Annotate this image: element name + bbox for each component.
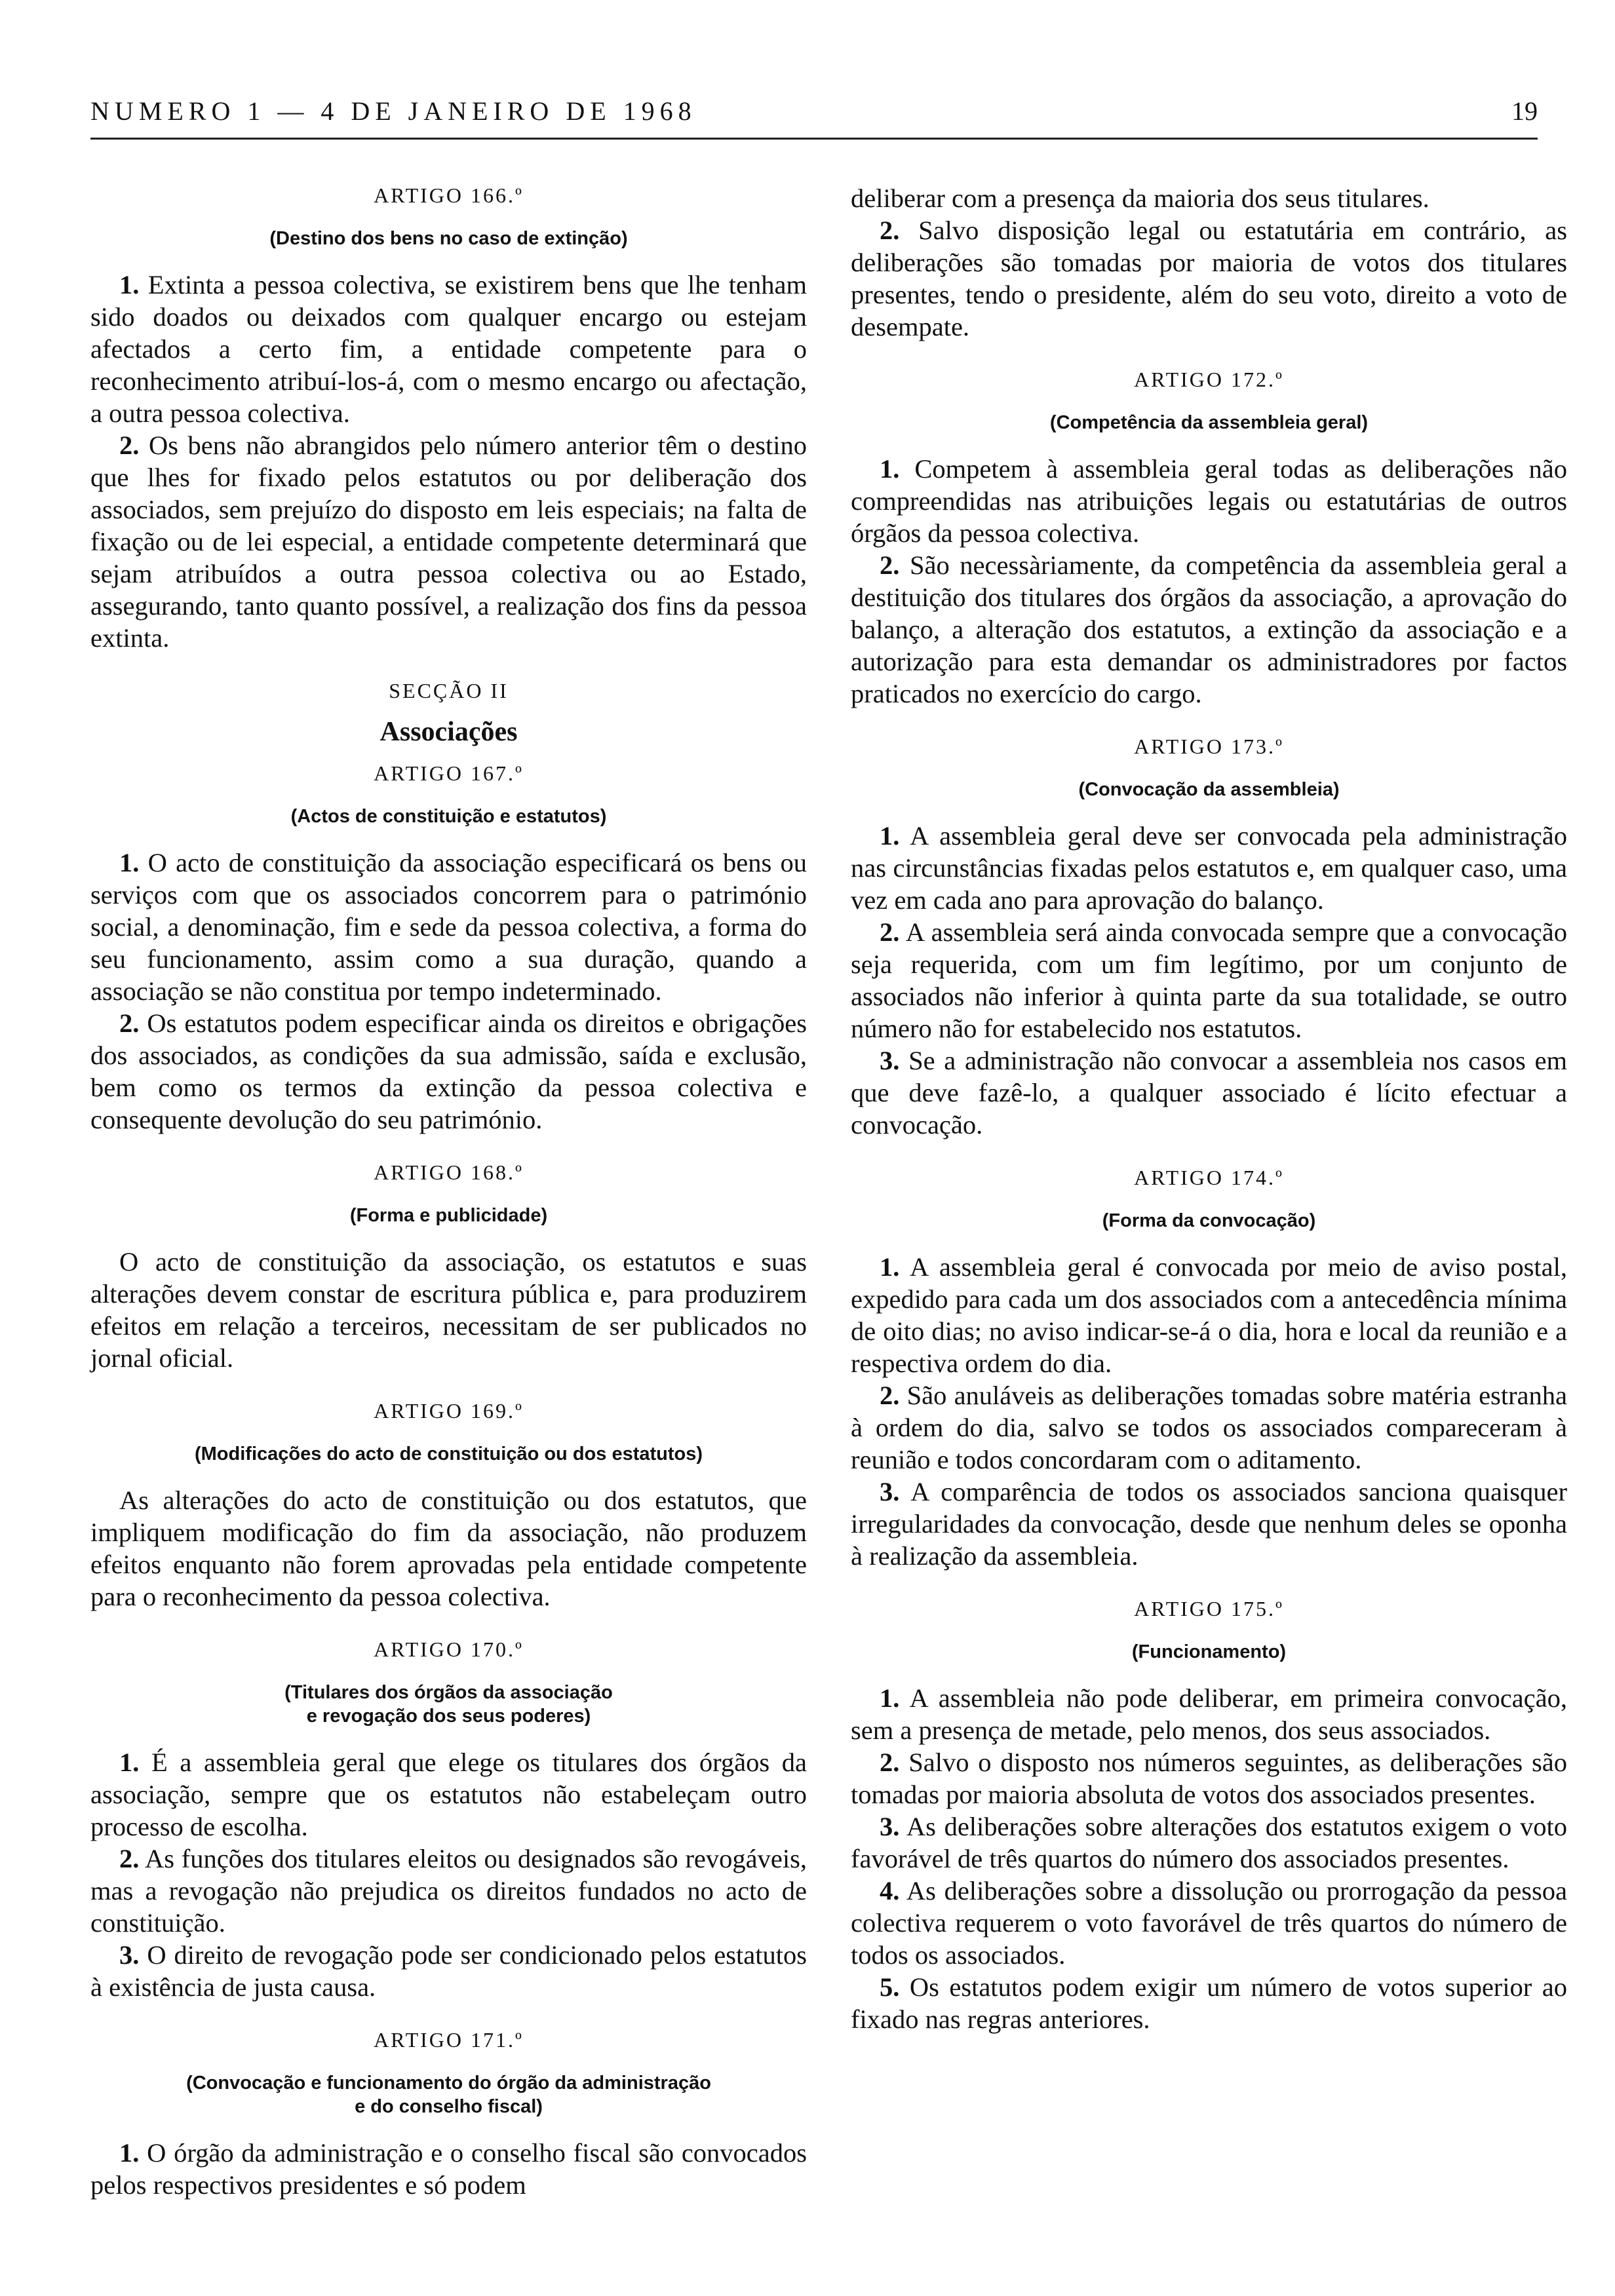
paragraph-number: 4. (880, 1876, 900, 1905)
article-175 (851, 1596, 1567, 2035)
paragraph (851, 1810, 1567, 1875)
paragraph-number: 2. (119, 430, 140, 460)
paragraph (851, 1251, 1567, 1379)
subtitle-line: (Convocação e funcionamento do órgão da administração (186, 2073, 711, 2094)
paragraph (90, 2137, 807, 2201)
paragraph-text: Os estatutos podem exigir um número de votos superior ao fixado nas regras anteriores. (851, 1972, 1567, 2034)
article-subtitle: (Competência da assembleia geral) (1049, 412, 1369, 433)
paragraph (90, 847, 807, 1007)
paragraph-text: O órgão da administração e o conselho fiscal são convocados pelos respectivos presidentes e só podem (90, 2138, 808, 2200)
article-heading: ARTIGO 170.º (374, 1637, 524, 1661)
paragraph (851, 1476, 1567, 1572)
paragraph (90, 1939, 807, 2003)
article-subtitle (90, 1681, 807, 1728)
article-subtitle: (Forma e publicidade) (349, 1205, 548, 1226)
paragraph-text: É a assembleia geral que elege os titulares dos órgãos da associação, sempre que os estatutos não estabeleçam outro processo de escolha. (90, 1748, 807, 1841)
paragraph (90, 1843, 807, 1939)
paragraph (851, 1682, 1567, 1746)
paragraph (851, 1044, 1567, 1141)
paragraph-text: Salvo o disposto nos números seguintes, as deliberações são tomadas por maioria absoluta de votos dos associados presentes. (851, 1748, 1567, 1809)
article-171 (90, 2027, 807, 2201)
paragraph-text: deliberar com a presença da maioria dos seus titulares. (851, 183, 1430, 213)
paragraph (90, 1246, 807, 1374)
article-heading: ARTIGO 175.º (1134, 1597, 1284, 1620)
paragraph-number: 1. (880, 821, 900, 851)
subtitle-line: e revogação dos seus poderes) (306, 1706, 591, 1727)
paragraph-text: As funções dos titulares eleitos ou designados são revogáveis, mas a revogação não prejudica os direitos fundados no acto de constituição. (90, 1844, 807, 1938)
paragraph-number: 3. (880, 1046, 900, 1075)
paragraph (90, 429, 807, 654)
paragraph-text: As deliberações sobre alterações dos estatutos exigem o voto favorável de três quartos do número dos associados presentes. (851, 1812, 1567, 1873)
article-167 (90, 760, 807, 1136)
article-subtitle: (Actos de constituição e estatutos) (290, 806, 607, 827)
right-column (851, 182, 1567, 2059)
paragraph (90, 1484, 807, 1613)
paragraph (90, 1746, 807, 1843)
paragraph-number: 2. (119, 1844, 140, 1873)
article-subtitle (90, 2071, 807, 2118)
paragraph-number: 1. (119, 270, 140, 299)
paragraph-text: As alterações do acto de constituição ou dos estatutos, que impliquem modificação do fim da associação, não produzem efeitos enquanto não forem aprovadas pela entidade competente para o reconhecimento da pessoa colectiva. (90, 1485, 807, 1611)
article-171-continued (851, 182, 1567, 343)
section-label: SECÇÃO II (389, 679, 509, 702)
article-173 (851, 733, 1567, 1141)
paragraph-text: O direito de revogação pode ser condicionado pelos estatutos à existência de justa causa. (90, 1940, 807, 2002)
paragraph-number: 2. (880, 1748, 900, 1777)
paragraph-text: A assembleia geral deve ser convocada pela administração nas circunstâncias fixadas pelos estatutos e, em qualquer caso, uma vez em cada ano para aprovação do balanço. (851, 821, 1568, 915)
paragraph-number: 1. (119, 2138, 140, 2168)
paragraph (851, 916, 1567, 1044)
paragraph-number: 3. (880, 1477, 900, 1506)
paragraph-text: As deliberações sobre a dissolução ou prorrogação da pessoa colectiva requerem o voto favorável de três quartos do número de todos os associados. (851, 1876, 1568, 1970)
paragraph-number: 1. (119, 1748, 140, 1777)
article-heading: ARTIGO 171.º (374, 2028, 524, 2052)
paragraph-text: O acto de constituição da associação, os estatutos e suas alterações devem constar de escritura pública e, para produzirem efeitos em relação a terceiros, necessitam de ser publicados no jornal oficial. (90, 1247, 807, 1373)
paragraph-number: 1. (880, 454, 900, 484)
paragraph (851, 1875, 1567, 1971)
left-column (90, 182, 807, 2225)
paragraph-continuation (851, 182, 1567, 214)
paragraph-text: Se a administração não convocar a assembleia nos casos em que deve fazê-lo, a qualquer associado é lícito efectuar a convocação. (851, 1046, 1567, 1139)
article-subtitle: (Modificações do acto de constituição ou dos estatutos) (194, 1444, 703, 1464)
article-subtitle: (Funcionamento) (1131, 1641, 1287, 1662)
paragraph-number: 3. (119, 1940, 140, 1970)
article-heading: ARTIGO 169.º (374, 1399, 524, 1423)
subtitle-line: (Titulares dos órgãos da associação (284, 1682, 613, 1703)
paragraph-text: São anuláveis as deliberações tomadas sobre matéria estranha à ordem do dia, salvo se todos os associados compareceram à reunião e todos concordaram com o aditamento. (851, 1381, 1568, 1474)
paragraph-text: Extinta a pessoa colectiva, se existirem bens que lhe tenham sido doados ou deixados com qualquer encargo ou estejam afectados a certo fim, a entidade competente para o reconhecimento atribuí-los-á, com o mesmo encargo ou afectação, a outra pessoa colectiva. (90, 270, 807, 428)
subtitle-line: e do conselho fiscal) (355, 2096, 543, 2117)
paragraph-number: 5. (880, 1972, 900, 2002)
article-heading: ARTIGO 172.º (1134, 368, 1284, 391)
article-heading: ARTIGO 166.º (374, 183, 524, 207)
paragraph-number: 2. (880, 550, 900, 580)
paragraph-number: 2. (880, 917, 900, 947)
article-166 (90, 182, 807, 654)
paragraph (851, 1379, 1567, 1476)
paragraph-text: São necessàriamente, da competência da assembleia geral a destituição dos titulares dos órgãos da associação, a aprovação do balanço, a alteração dos estatutos, a extinção da associação e a autorização para esta demandar os administradores por factos praticados no exercício do cargo. (851, 550, 1567, 708)
page-number: 19 (1511, 96, 1538, 126)
paragraph (851, 820, 1567, 916)
paragraph-number: 2. (880, 216, 900, 245)
paragraph-text: Competem à assembleia geral todas as deliberações não compreendidas nas atribuições legais ou estatutárias de outros órgãos da pessoa colectiva. (851, 454, 1568, 548)
paragraph-text: O acto de constituição da associação especificará os bens ou serviços com que os associados concorrem para o património social, a denominação, fim e sede da pessoa colectiva, a forma do seu funcionamento, assim como a sua duração, quando a associação se não constitua por tempo indeterminado. (90, 848, 808, 1006)
article-168 (90, 1159, 807, 1374)
article-heading: ARTIGO 173.º (1134, 735, 1284, 758)
paragraph-number: 1. (880, 1683, 900, 1713)
paragraph (851, 214, 1567, 343)
paragraph-number: 1. (119, 848, 140, 877)
paragraph-number: 3. (880, 1812, 900, 1841)
paragraph (90, 1007, 807, 1136)
article-174 (851, 1164, 1567, 1572)
paragraph-text: Os bens não abrangidos pelo número anterior têm o destino que lhes for fixado pelos estatutos ou por deliberação dos associados, sem prejuízo do disposto em leis especiais; na falta de fixação ou de lei especial, a entidade competente determinará que sejam atribuídos a outra pessoa colectiva ou ao Estado, assegurando, tanto quanto possível, a realização dos fins da pessoa extinta. (90, 430, 807, 653)
journal-issue-title: NUMERO 1 — 4 DE JANEIRO DE 1968 (90, 96, 697, 126)
section-title: Associações (379, 717, 518, 747)
article-subtitle: (Forma da convocação) (1102, 1210, 1316, 1231)
article-subtitle: (Convocação da assembleia) (1078, 779, 1340, 800)
article-heading: ARTIGO 174.º (1134, 1166, 1284, 1189)
paragraph (851, 549, 1567, 710)
paragraph (851, 1746, 1567, 1810)
paragraph-text: Os estatutos podem especificar ainda os direitos e obrigações dos associados, as condições da sua admissão, saída e exclusão, bem como os termos da extinção da pessoa colectiva e consequente devolução do seu património. (90, 1008, 807, 1134)
paragraph-text: A assembleia geral é convocada por meio de aviso postal, expedido para cada um dos associados com a antecedência mínima de oito dias; no aviso indicar-se-á o dia, hora e local da reunião e a respectiva ordem do dia. (851, 1252, 1567, 1378)
paragraph-number: 1. (880, 1252, 900, 1282)
paragraph (851, 1971, 1567, 2035)
article-heading: ARTIGO 167.º (374, 761, 524, 785)
paragraph (851, 453, 1567, 549)
article-170 (90, 1636, 807, 2003)
article-172 (851, 366, 1567, 710)
paragraph (90, 269, 807, 429)
article-subtitle: (Destino dos bens no caso de extinção) (269, 228, 628, 249)
page-header (90, 92, 1538, 140)
paragraph-text: A assembleia será ainda convocada sempre que a convocação seja requerida, com um fim legítimo, por um conjunto de associados não inferior à quinta parte da sua totalidade, se outro número não for estabelecido nos estatutos. (851, 917, 1567, 1043)
paragraph-text: A comparência de todos os associados sanciona quaisquer irregularidades da convocação, desde que nenhum deles se oponha à realização da assembleia. (851, 1477, 1567, 1571)
paragraph-number: 2. (880, 1381, 900, 1410)
paragraph-text: A assembleia não pode deliberar, em primeira convocação, sem a presença de metade, pelo menos, dos seus associados. (851, 1683, 1567, 1745)
article-169 (90, 1398, 807, 1613)
paragraph-number: 2. (119, 1008, 140, 1038)
paragraph-text: Salvo disposição legal ou estatutária em contrário, as deliberações são tomadas por maioria de votos dos titulares presentes, tendo o presidente, além do seu voto, direito a voto de desempate. (851, 216, 1567, 341)
article-heading: ARTIGO 168.º (374, 1160, 524, 1184)
